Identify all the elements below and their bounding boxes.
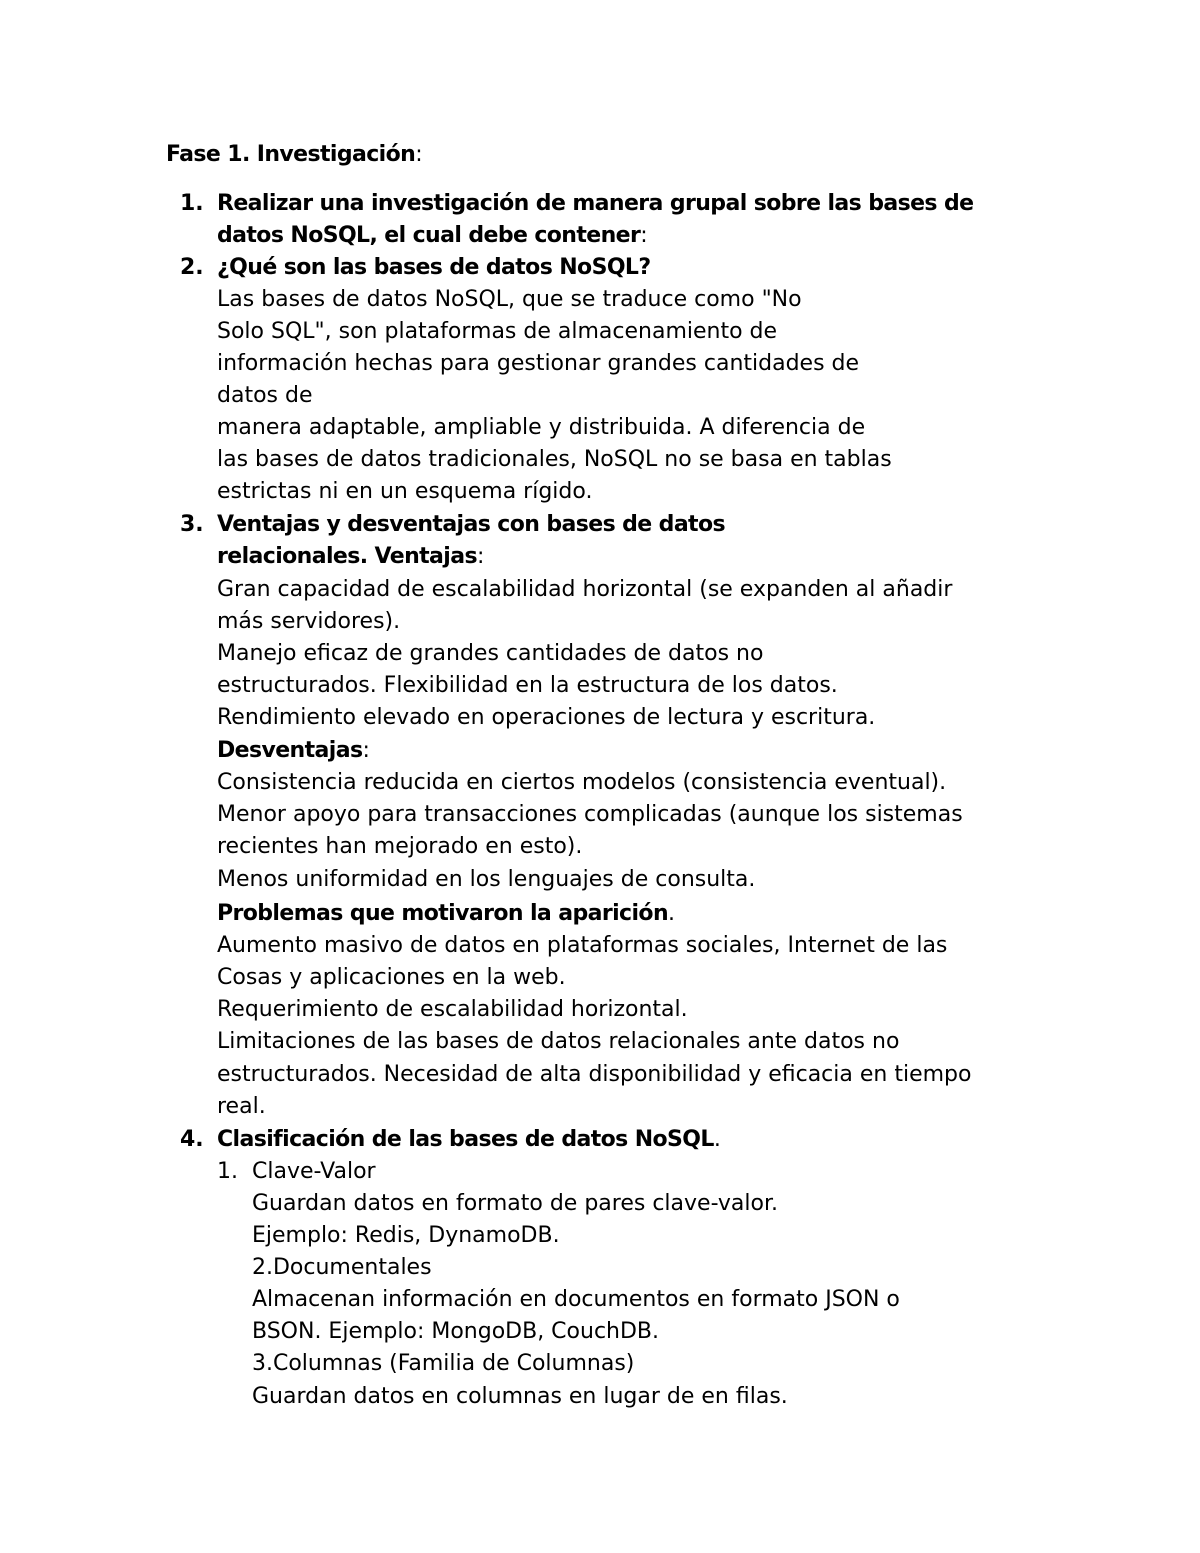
list-number-1: 1. [180, 191, 204, 216]
item-1-title-line-2-text: datos NoSQL, el cual debe contener [217, 223, 641, 248]
ventajas-line: Manejo eficaz de grandes cantidades de datos no [217, 641, 764, 666]
desventajas-suffix: : [362, 738, 370, 763]
item-2-body-line: Las bases de datos NoSQL, que se traduce como "No [217, 287, 802, 312]
list-number-3: 3. [180, 512, 204, 537]
problemas-line: Aumento masivo de datos en plataformas sociales, Internet de las [217, 933, 948, 958]
item-2-body-line: manera adaptable, ampliable y distribuida. A diferencia de [217, 415, 866, 440]
clasificacion-line: Guardan datos en formato de pares clave-valor. [252, 1191, 779, 1216]
problemas-line: estructurados. Necesidad de alta disponibilidad y eficacia en tiempo [217, 1062, 972, 1087]
item-2-title: ¿Qué son las bases de datos NoSQL? [217, 255, 651, 280]
clasificacion-line: Clave-Valor [252, 1159, 376, 1184]
ventajas-line: estructurados. Flexibilidad en la estructura de los datos. [217, 673, 838, 698]
clasificacion-line: BSON. Ejemplo: MongoDB, CouchDB. [252, 1319, 660, 1344]
item-2-body-line: datos de [217, 383, 313, 408]
item-1-title-line-2 [217, 222, 648, 250]
desventajas-line: Menos uniformidad en los lenguajes de consulta. [217, 867, 756, 892]
item-4-title-suffix: . [713, 1127, 721, 1152]
section-heading-bold: Fase 1. Investigación [166, 142, 416, 167]
desventajas-line: Menor apoyo para transacciones complicadas (aunque los sistemas [217, 802, 963, 827]
item-3-title-line-2-text: relacionales. Ventajas [217, 544, 477, 569]
clasificacion-line: Ejemplo: Redis, DynamoDB. [252, 1223, 560, 1248]
clasificacion-line: Guardan datos en columnas en lugar de en filas. [252, 1384, 788, 1409]
section-heading [166, 141, 423, 169]
clasificacion-line: 3.Columnas (Familia de Columnas) [252, 1351, 635, 1376]
ventajas-line: más servidores). [217, 609, 401, 634]
sub-list-number-1: 1. [217, 1159, 238, 1184]
desventajas-heading [217, 737, 370, 765]
problemas-line: Requerimiento de escalabilidad horizontal. [217, 997, 688, 1022]
problemas-line: real. [217, 1094, 266, 1119]
problemas-line: Cosas y aplicaciones en la web. [217, 965, 566, 990]
problemas-suffix: . [668, 901, 676, 926]
problemas-label: Problemas que motivaron la aparición [217, 901, 669, 926]
item-2-body-line: información hechas para gestionar grandes cantidades de [217, 351, 860, 376]
item-3-title-suffix: : [477, 544, 485, 569]
clasificacion-line: 2.Documentales [252, 1255, 432, 1280]
desventajas-line: Consistencia reducida en ciertos modelos (consistencia eventual). [217, 770, 947, 795]
list-number-4: 4. [180, 1127, 204, 1152]
item-2-body-line: Solo SQL", son plataformas de almacenamiento de [217, 319, 778, 344]
ventajas-line: Rendimiento elevado en operaciones de lectura y escritura. [217, 705, 876, 730]
item-2-body-line: las bases de datos tradicionales, NoSQL no se basa en tablas [217, 447, 892, 472]
desventajas-line: recientes han mejorado en esto). [217, 834, 583, 859]
item-3-title-line-2 [217, 543, 484, 571]
item-4-title-text: Clasificación de las bases de datos NoSQL [217, 1127, 714, 1152]
section-heading-suffix: : [415, 142, 423, 167]
ventajas-line: Gran capacidad de escalabilidad horizontal (se expanden al añadir [217, 577, 953, 602]
problemas-line: Limitaciones de las bases de datos relacionales ante datos no [217, 1029, 900, 1054]
item-1-title-line-1: Realizar una investigación de manera grupal sobre las bases de [217, 191, 974, 216]
item-3-title-line-1: Ventajas y desventajas con bases de datos [217, 512, 725, 537]
clasificacion-line: Almacenan información en documentos en formato JSON o [252, 1287, 900, 1312]
item-1-title-suffix: : [640, 223, 648, 248]
list-number-2: 2. [180, 255, 204, 280]
desventajas-label: Desventajas [217, 738, 363, 763]
item-4-title [217, 1126, 721, 1154]
item-2-body-line: estrictas ni en un esquema rígido. [217, 479, 593, 504]
problemas-heading [217, 900, 675, 928]
